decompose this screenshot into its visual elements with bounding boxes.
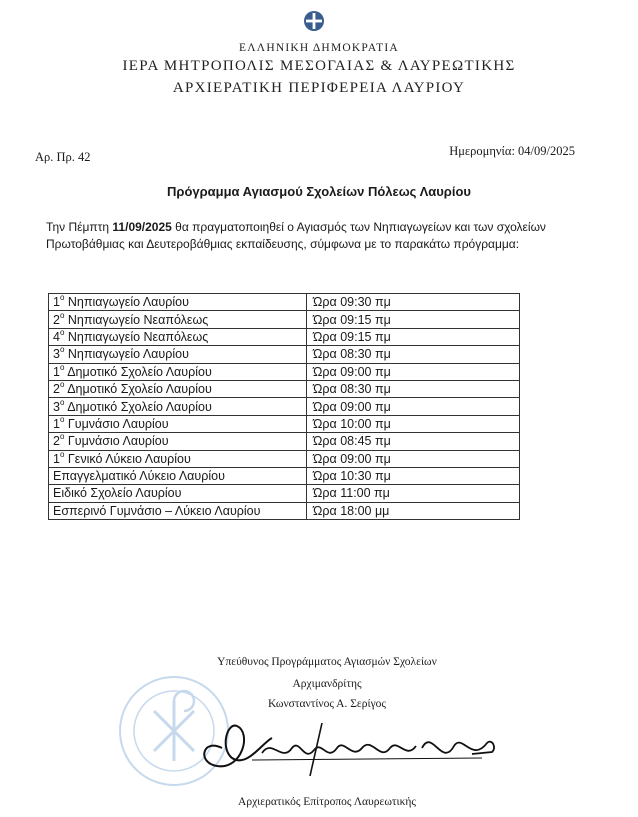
- school-name: Νηπιαγωγείο Νεαπόλεως: [64, 312, 209, 327]
- schedule-row: [49, 467, 520, 484]
- header-line-3: ΑΡΧΙΕΡΑΤΙΚΗ ΠΕΡΙΦΕΡΕΙΑ ΛΑΥΡΙΟΥ: [172, 80, 466, 96]
- school-name: Επαγγελματικό Λύκειο Λαυρίου: [53, 469, 225, 484]
- time-cell: Ώρα 09:00 πμ: [307, 450, 520, 467]
- school-name: Δημοτικό Σχολείο Λαυρίου: [64, 382, 212, 397]
- school-number: 2: [53, 312, 60, 327]
- school-number: 2: [53, 434, 60, 449]
- school-name: Δημοτικό Σχολείο Λαυρίου: [64, 364, 212, 379]
- ordinal-suffix: ο: [59, 432, 65, 442]
- ordinal-suffix: ο: [59, 449, 65, 459]
- time-cell: Ώρα 08:30 πμ: [307, 380, 520, 397]
- school-name-cell: [49, 433, 307, 450]
- school-number: 1: [53, 451, 60, 466]
- document-date: Ημερομηνία: 04/09/2025: [449, 144, 575, 158]
- ordinal-suffix: ο: [59, 327, 65, 337]
- school-name: Γυμνάσιο Λαυρίου: [64, 416, 169, 431]
- schedule-row: [49, 363, 520, 380]
- school-name: Νηπιαγωγείο Λαυρίου: [64, 347, 189, 362]
- time-cell: Ώρα 08:30 πμ: [307, 346, 520, 363]
- school-name: Δημοτικό Σχολείο Λαυρίου: [64, 399, 212, 414]
- school-name-cell: [49, 467, 307, 484]
- school-name-cell: [49, 363, 307, 380]
- signature-office: Αρχιερατικός Επίτροπος Λαυρεωτικής: [238, 796, 416, 808]
- school-name-cell: [49, 502, 307, 519]
- school-name-cell: [49, 346, 307, 363]
- schedule-row: [49, 380, 520, 397]
- school-name-cell: [49, 380, 307, 397]
- school-name-cell: [49, 294, 307, 311]
- school-name: Εσπερινό Γυμνάσιο – Λύκειο Λαυρίου: [53, 503, 261, 518]
- ordinal-suffix: ο: [59, 414, 65, 424]
- signature-rank: Αρχιμανδρίτης: [292, 678, 362, 690]
- schedule-row: [49, 398, 520, 415]
- ordinal-suffix: ο: [59, 310, 65, 320]
- school-name: Ειδικό Σχολείο Λαυρίου: [53, 486, 182, 501]
- school-name: Γενικό Λύκειο Λαυρίου: [64, 451, 191, 466]
- school-number: 3: [53, 347, 60, 362]
- school-name: Νηπιαγωγείο Νεαπόλεως: [64, 329, 209, 344]
- ordinal-suffix: ο: [59, 397, 65, 407]
- time-cell: Ώρα 09:30 πμ: [307, 294, 520, 311]
- school-name-cell: [49, 328, 307, 345]
- schedule-row: [49, 433, 520, 450]
- school-name-cell: [49, 485, 307, 502]
- ordinal-suffix: ο: [59, 345, 65, 355]
- school-name-cell: [49, 398, 307, 415]
- signature-role: Υπεύθυνος Προγράμματος Αγιασμών Σχολείων: [217, 656, 437, 668]
- schedule-row: [49, 294, 520, 311]
- time-cell: Ώρα 09:15 πμ: [307, 311, 520, 328]
- ordinal-suffix: ο: [59, 362, 65, 372]
- schedule-row: [49, 311, 520, 328]
- school-name-cell: [49, 311, 307, 328]
- time-cell: Ώρα 18:00 μμ: [307, 502, 520, 519]
- school-number: 1: [53, 295, 60, 310]
- school-number: 1: [53, 364, 60, 379]
- school-number: 3: [53, 399, 60, 414]
- schedule-row: [49, 328, 520, 345]
- handwritten-signature: [192, 718, 502, 780]
- intro-text-post: θα πραγματοποιηθεί ο Αγιασμός των Νηπιαγωγείων και των σχολείων Πρωτοβάθμιας και Δευτεροβάθμιας εκπαίδευσης, σύμφωνα με το παρακάτω πρόγραμμα:: [46, 220, 546, 251]
- protocol-number: Αρ. Πρ. 42: [35, 150, 91, 164]
- school-name-cell: [49, 450, 307, 467]
- header-line-2: ΙΕΡΑ ΜΗΤΡΟΠΟΛΙΣ ΜΕΣΟΓΑΙΑΣ & ΛΑΥΡΕΩΤΙΚΗΣ: [122, 58, 516, 74]
- intro-date: 11/09/2025: [112, 220, 172, 234]
- time-cell: Ώρα 10:00 πμ: [307, 415, 520, 432]
- ordinal-suffix: ο: [59, 293, 65, 303]
- document-title: Πρόγραμμα Αγιασμού Σχολείων Πόλεως Λαυρίου: [167, 184, 471, 199]
- signature-name: Κωνσταντίνος Α. Σερίγος: [268, 698, 386, 710]
- school-number: 2: [53, 382, 60, 397]
- school-number: 4: [53, 329, 60, 344]
- time-cell: Ώρα 09:00 πμ: [307, 363, 520, 380]
- time-cell: Ώρα 09:00 πμ: [307, 398, 520, 415]
- schedule-row: [49, 450, 520, 467]
- intro-text-pre: Την Πέμπτη: [46, 220, 113, 234]
- time-cell: Ώρα 10:30 πμ: [307, 467, 520, 484]
- ordinal-suffix: ο: [59, 380, 65, 390]
- time-cell: Ώρα 09:15 πμ: [307, 328, 520, 345]
- school-name-cell: [49, 415, 307, 432]
- time-cell: Ώρα 11:00 πμ: [307, 485, 520, 502]
- schedule-row: [49, 485, 520, 502]
- schedule-row: [49, 346, 520, 363]
- schedule-row: [49, 502, 520, 519]
- header-line-1: ΕΛΛΗΝΙΚΗ ΔΗΜΟΚΡΑΤΙΑ: [239, 42, 399, 54]
- school-name: Νηπιαγωγείο Λαυρίου: [64, 295, 189, 310]
- greek-emblem-icon: [303, 10, 325, 32]
- intro-paragraph: [46, 219, 566, 252]
- school-number: 1: [53, 416, 60, 431]
- schedule-table: [48, 293, 520, 520]
- time-cell: Ώρα 08:45 πμ: [307, 433, 520, 450]
- schedule-row: [49, 415, 520, 432]
- school-name: Γυμνάσιο Λαυρίου: [64, 434, 169, 449]
